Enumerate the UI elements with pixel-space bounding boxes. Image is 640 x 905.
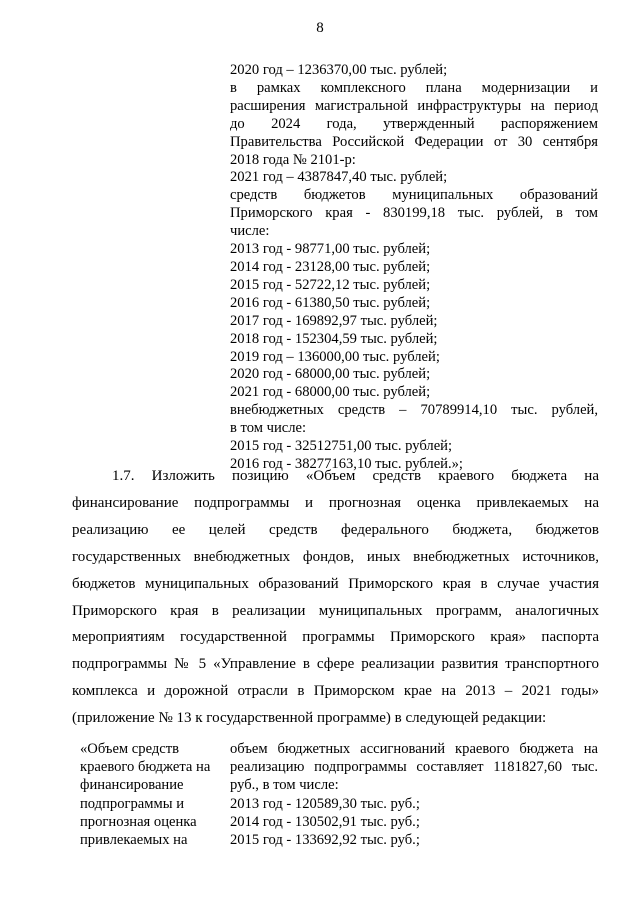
paragraph-1-7 [72,463,599,732]
funding-line: Правительства Российской Федерации от 30 сентября [230,133,598,150]
table-right-line: 2013 год - 120589,30 тыс. руб.; [230,795,420,812]
funding-line: средств бюджетов муниципальных образований [230,187,598,204]
funding-line: 2020 год - 68000,00 тыс. рублей; [230,366,431,383]
paragraph-line: подпрограммы № 5 «Управление в сфере реализации развития транспортного [72,656,599,673]
paragraph-line: государственных внебюджетных фондов, иных внебюджетных источников, [72,548,599,565]
funding-sources-block [230,62,598,474]
funding-line: 2021 год – 4387847,40 тыс. рублей; [230,169,448,186]
paragraph-line: комплекса и дорожной отрасли в Приморском крае на 2013 – 2021 годы» [72,683,599,700]
paragraph-line: финансирование подпрограммы и прогнозная оценка привлекаемых на [72,494,599,511]
funding-line: в рамках комплексного плана модернизации и [230,79,598,96]
funding-line: 2014 год - 23128,00 тыс. рублей; [230,258,431,275]
funding-line: расширения магистральной инфраструктуры на период [230,97,598,114]
funding-line: числе: [230,223,270,240]
funding-line: 2016 год - 61380,50 тыс. рублей; [230,294,431,311]
page-number: 8 [316,20,324,36]
table-left-line: подпрограммы и [80,795,185,812]
funding-line: в том числе: [230,420,307,437]
paragraph-line: реализацию ее целей средств федерального бюджета, бюджетов [72,521,599,538]
funding-line: до 2024 года, утвержденный распоряжением [230,115,598,132]
table-left-line: привлекаемых на [80,832,188,849]
table-right-line: 2015 год - 133692,92 тыс. руб.; [230,832,420,849]
funding-line: 2013 год - 98771,00 тыс. рублей; [230,241,431,258]
paragraph-line: бюджетов муниципальных образований Приморского края в случае участия [72,575,599,592]
funding-line: 2018 год - 152304,59 тыс. рублей; [230,330,438,347]
table-left-line: прогнозная оценка [80,813,197,830]
table-right-line: 2014 год - 130502,91 тыс. руб.; [230,813,420,830]
table-left-column [80,740,220,849]
table-right-line: руб., в том числе: [230,777,339,794]
funding-line: 2020 год – 1236370,00 тыс. рублей; [230,62,448,78]
funding-line: 2018 года № 2101-р: [230,151,356,168]
table-left-line: краевого бюджета на [80,759,211,776]
paragraph-line: Приморского края в реализации муниципальных программ, аналогичных [72,602,599,619]
table-right-column [230,740,598,849]
paragraph-line: 1.7. Изложить позицию «Объем средств краевого бюджета на [112,468,599,484]
table-right-line: реализацию подпрограммы составляет 1181827,60 тыс. [230,759,598,776]
table-left-line: финансирование [80,777,184,794]
paragraph-line: (приложение № 13 к государственной программе) в следующей редакции: [72,710,547,727]
funding-line: 2017 год - 169892,97 тыс. рублей; [230,312,438,329]
funding-line: Приморского края - 830199,18 тыс. рублей, в том [230,205,598,222]
funding-line: 2021 год - 68000,00 тыс. рублей; [230,384,431,401]
funding-line: 2015 год - 52722,12 тыс. рублей; [230,276,431,293]
table-left-line: «Объем средств [80,741,180,757]
funding-line: 2015 год - 32512751,00 тыс. рублей; [230,438,453,455]
funding-line: внебюджетных средств – 70789914,10 тыс. рублей, [230,402,598,419]
funding-line: 2016 год - 38277163,10 тыс. рублей.»; [230,455,463,472]
paragraph-line: мероприятиям государственной программы Приморского края» паспорта [72,629,599,646]
funding-line: 2019 год – 136000,00 тыс. рублей; [230,348,440,365]
table-right-line: объем бюджетных ассигнований краевого бюджета на [230,741,598,757]
